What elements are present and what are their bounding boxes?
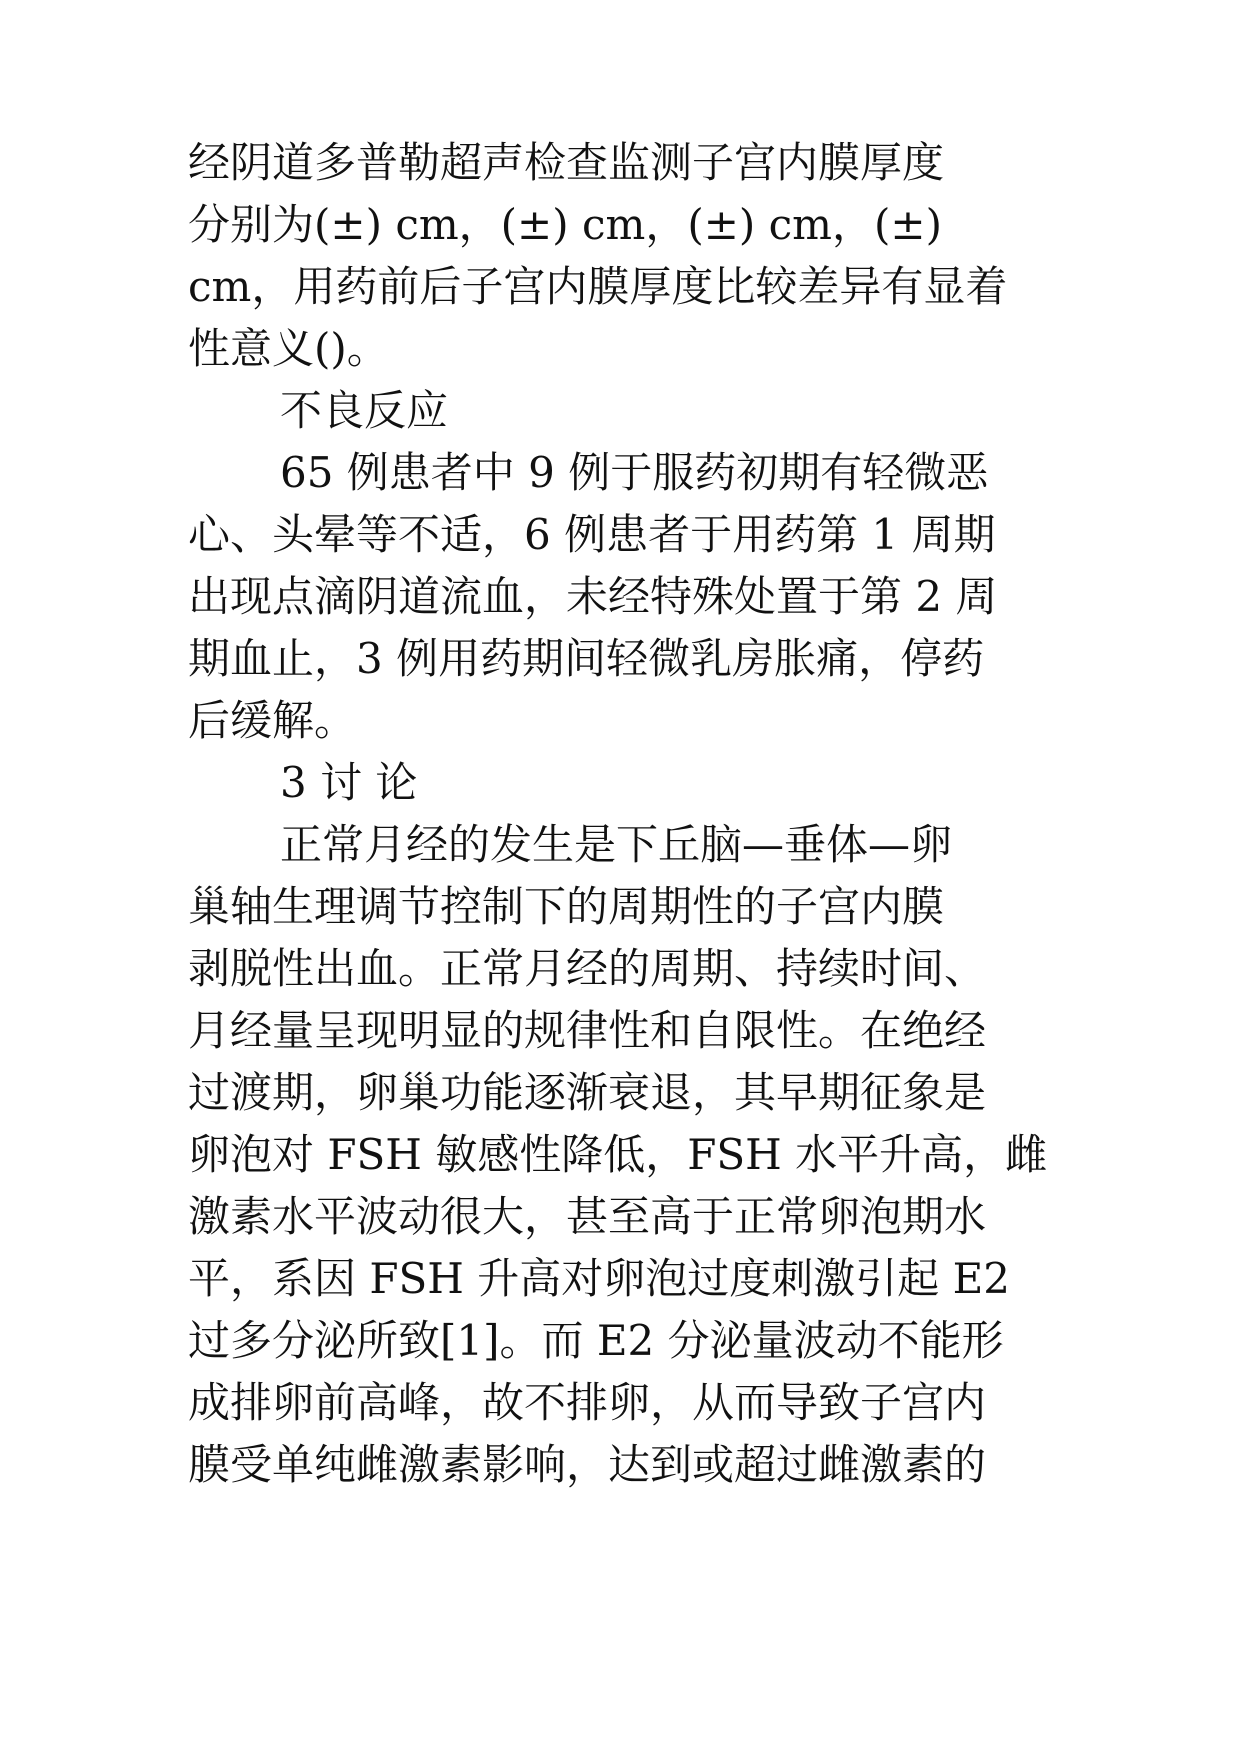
text-line: 巢轴生理调节控制下的周期性的子宫内膜: [188, 882, 945, 931]
section-heading: 3 讨 论: [280, 758, 418, 807]
text-line: 65 例患者中 9 例于服药初期有轻微恶: [280, 448, 989, 497]
text-line: 剥脱性出血。正常月经的周期、持续时间、: [188, 944, 987, 993]
text-line: 月经量呈现明显的规律性和自限性。在绝经: [188, 1006, 987, 1055]
text-line: 激素水平波动很大，甚至高于正常卵泡期水: [188, 1192, 987, 1241]
text-line: 平，系因 FSH 升高对卵泡过度刺激引起 E2: [188, 1254, 1010, 1303]
text-line: 心、头晕等不适，6 例患者于用药第 1 周期: [188, 510, 996, 559]
text-line: 分别为(±) cm，(±) cm，(±) cm，(±): [188, 200, 942, 249]
text-line: 过多分泌所致[1]。而 E2 分泌量波动不能形: [188, 1316, 1004, 1365]
text-line: 期血止，3 例用药期间轻微乳房胀痛，停药: [188, 634, 985, 683]
text-line: cm，用药前后子宫内膜厚度比较差异有显着: [188, 262, 1008, 311]
text-line: 性意义()。: [188, 324, 389, 373]
text-line: 成排卵前高峰，故不排卵，从而导致子宫内: [188, 1378, 987, 1427]
text-line: 卵泡对 FSH 敏感性降低，FSH 水平升高，雌: [188, 1130, 1048, 1179]
text-line: 出现点滴阴道流血，未经特殊处置于第 2 周: [188, 572, 998, 621]
text-line: 后缓解。: [188, 696, 357, 745]
text-line: 经阴道多普勒超声检查监测子宫内膜厚度: [188, 138, 945, 187]
section-heading: 不良反应: [280, 386, 449, 435]
text-line: 膜受单纯雌激素影响，达到或超过雌激素的: [188, 1440, 987, 1489]
text-line: 过渡期，卵巢功能逐渐衰退，其早期征象是: [188, 1068, 987, 1117]
text-line: 正常月经的发生是下丘脑—垂体—卵: [280, 820, 953, 869]
